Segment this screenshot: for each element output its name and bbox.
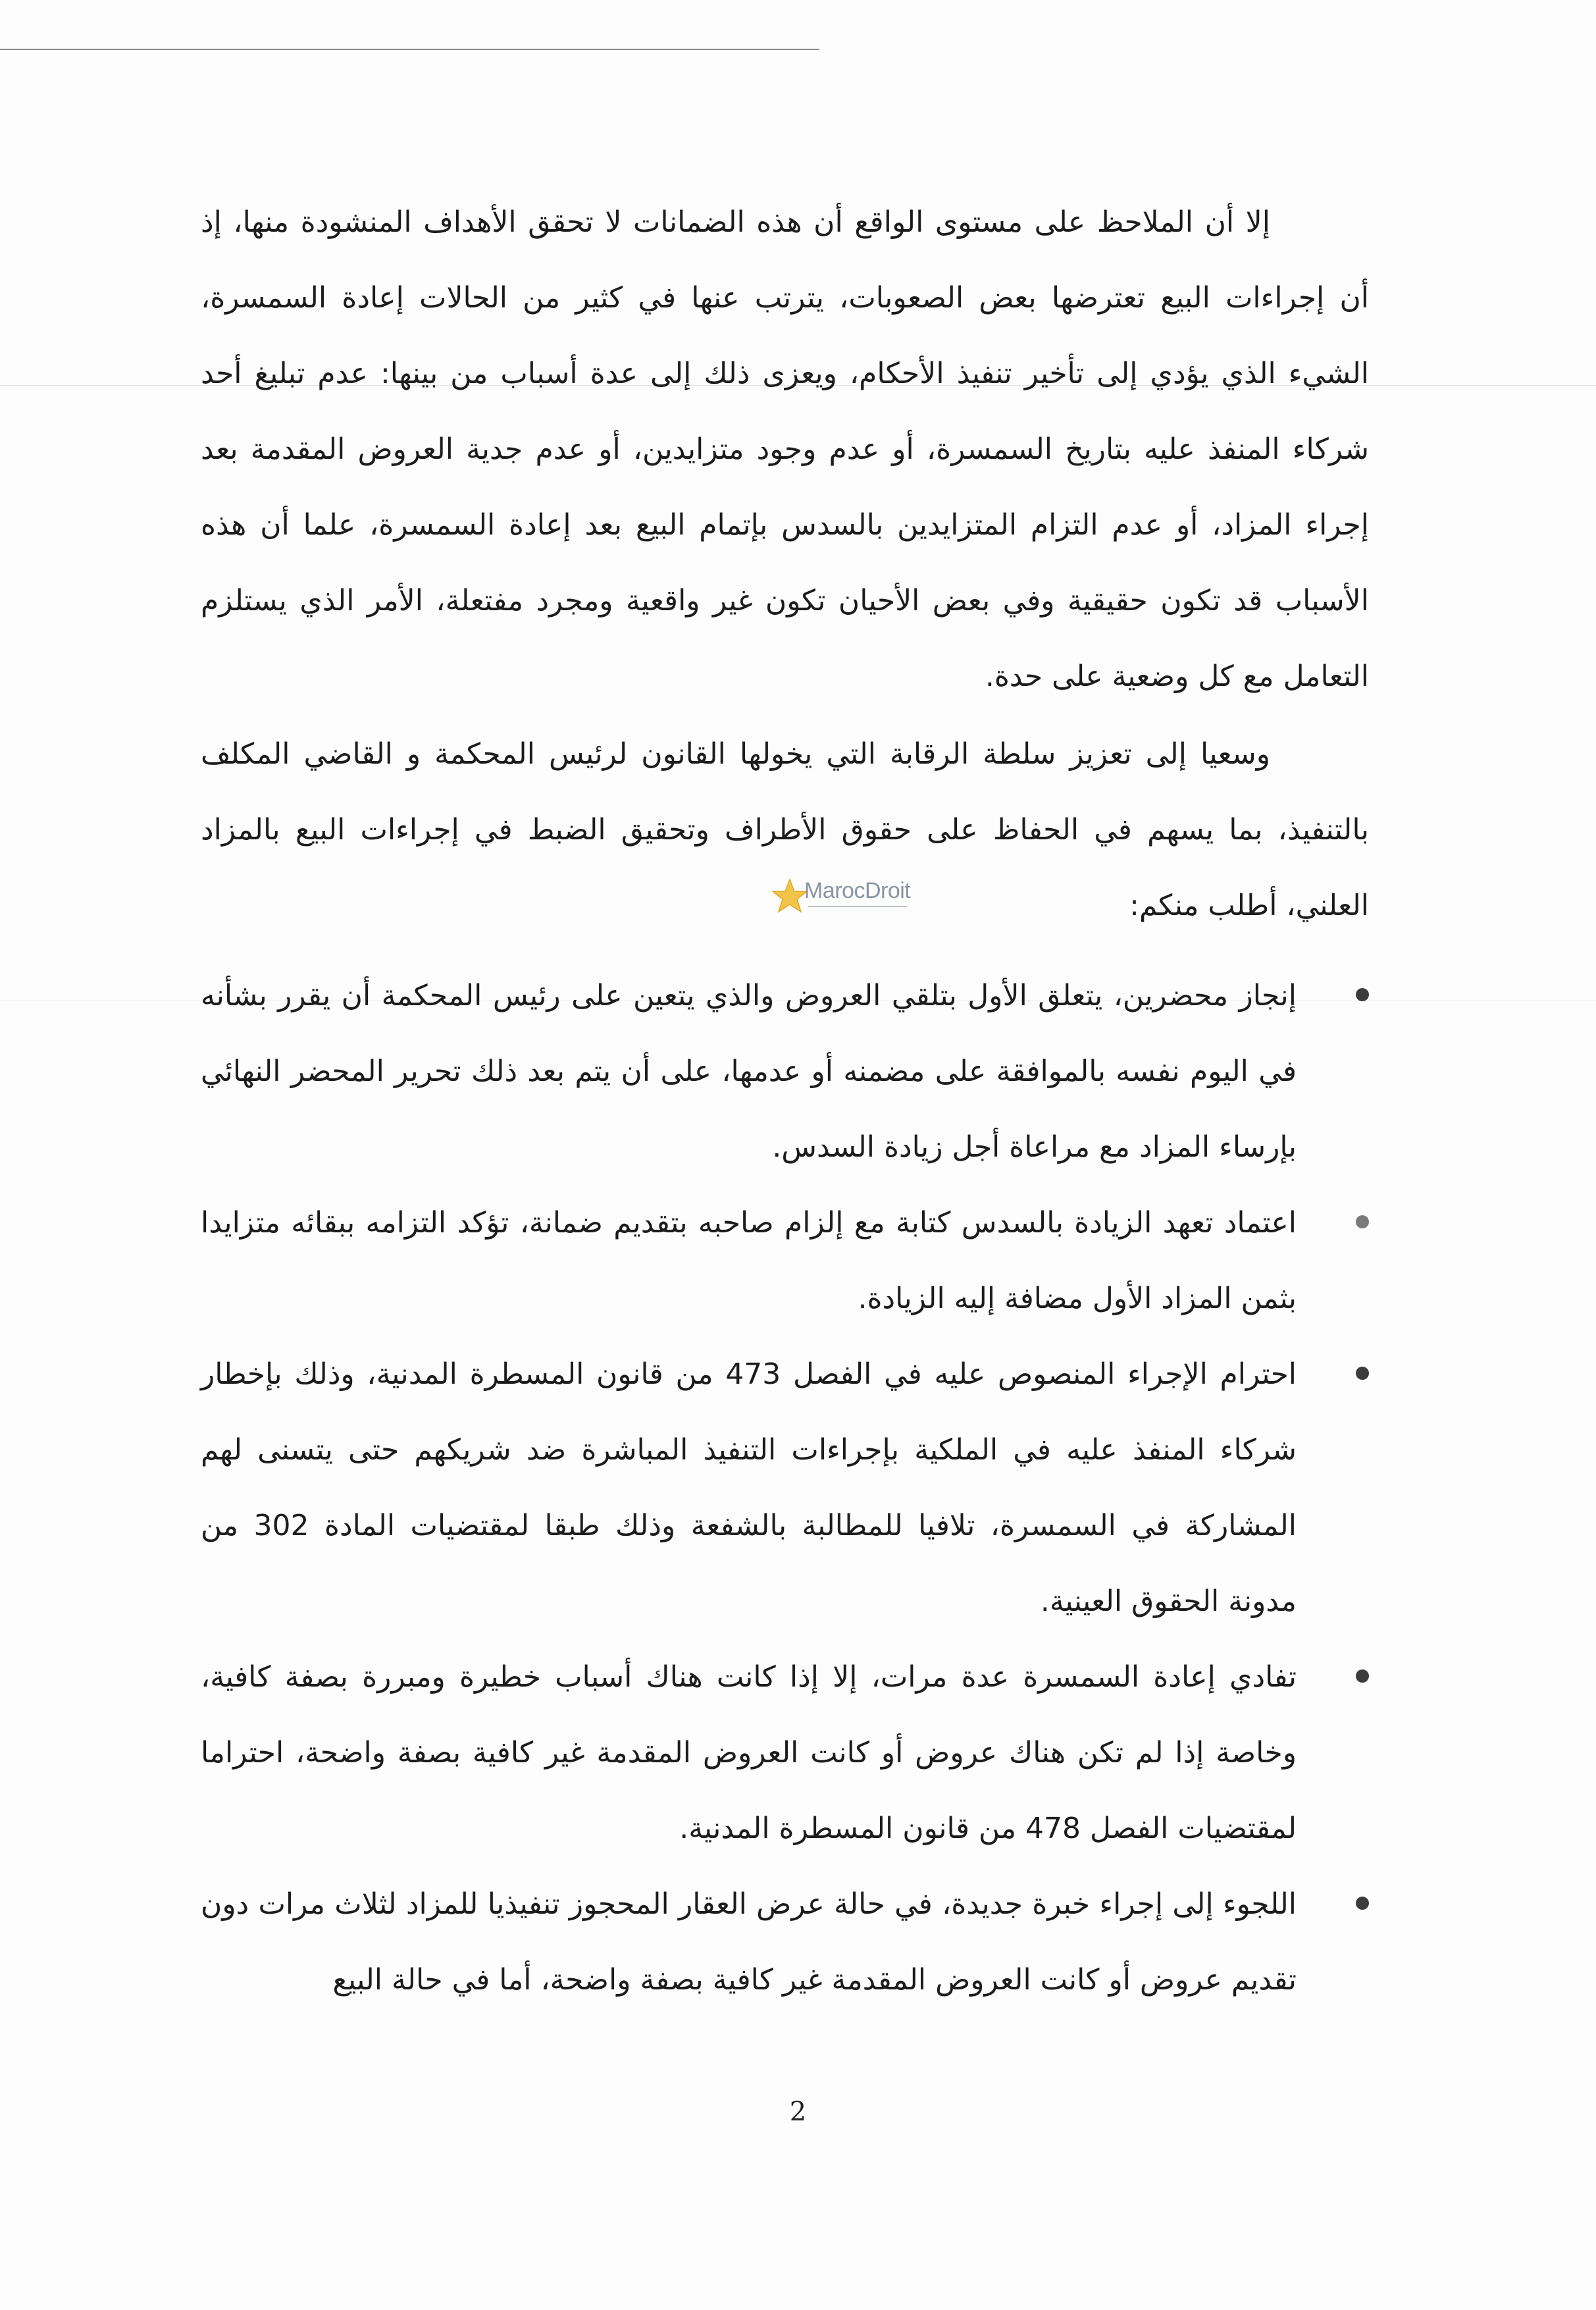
bullet-icon: [1356, 988, 1369, 1001]
bullet-icon: [1356, 1897, 1369, 1910]
list-item-text: إنجاز محضرين، يتعلق الأول بتلقي العروض والذي يتعين على رئيس المحكمة أن يقرر بشأنه في اليوم نفسه بالموافقة على مضمنه أو عدمها، على أن يتم بعد ذلك تحرير المحضر النهائي بإرساء المزاد مع مراعاة أجل زيادة السدس.: [201, 979, 1297, 1164]
list-item: [201, 958, 1297, 1185]
list-item-text: احترام الإجراء المنصوص عليه في الفصل 473 من قانون المسطرة المدنية، وذلك بإخطار شركاء المنفذ عليه في الملكية بإجراءات التنفيذ المباشرة ضد شريكهم حتى يتسنى لهم المشاركة في السمسرة، تلافيا للمطالبة بالشفعة وذلك طبقا لمقتضيات المادة 302 من مدونة الحقوق العينية.: [201, 1357, 1297, 1618]
page-number: 2: [789, 2097, 807, 2127]
star-icon: [770, 877, 810, 916]
bullet-icon: [1356, 1367, 1369, 1380]
list-item-text: اعتماد تعهد الزيادة بالسدس كتابة مع إلزام صاحبه بتقديم ضمانة، تؤكد التزامه ببقائه متزايدا بثمن المزاد الأول مضافة إليه الزيادة.: [201, 1206, 1297, 1315]
bullet-icon: [1356, 1215, 1369, 1228]
list-item-text: اللجوء إلى إجراء خبرة جديدة، في حالة عرض العقار المحجوز تنفيذيا للمزاد لثلاث مرات دون تقديم عروض أو كانت العروض المقدمة غير كافية بصفة واضحة، أما في حالة البيع: [201, 1887, 1297, 1997]
paragraph-1: إلا أن الملاحظ على مستوى الواقع أن هذه الضمانات لا تحقق الأهداف المنشودة منها، إذ أن إجراءات البيع تعترضها بعض الصعوبات، يترتب عنها في كثير من الحالات إعادة السمسرة، الشيء الذي يؤدي إلى تأخير تنفيذ الأحكام، ويعزى ذلك إلى عدة أسباب من بينها: عدم تبليغ أحد شركاء المنفذ عليه بتاريخ السمسرة، أو عدم وجود متزايدين، أو عدم جدية العروض المقدمة بعد إجراء المزاد، أو عدم التزام المتزايدين بالسدس بإتمام البيع بعد إعادة السمسرة، علما أن هذه الأسباب قد تكون حقيقية وفي بعض الأحيان تكون غير واقعية ومجرد مفتعلة، الأمر الذي يستلزم التعامل مع كل وضعية على حدة.: [201, 205, 1369, 693]
header-rule: [0, 49, 819, 50]
requirements-list: [201, 958, 1297, 2018]
list-item: [201, 1185, 1297, 1336]
bullet-icon: [1356, 1669, 1369, 1683]
paragraph-2: وسعيا إلى تعزيز سلطة الرقابة التي يخولها القانون لرئيس المحكمة و القاضي المكلف بالتنفيذ، بما يسهم في الحفاظ على حقوق الأطراف وتحقيق الضبط في إجراءات البيع بالمزاد العلني، أطلب منكم:: [201, 737, 1369, 922]
body-text-block: [201, 184, 1369, 714]
list-item: [201, 1639, 1297, 1866]
watermark-brand: MarocDroit: [804, 878, 911, 903]
list-item: [201, 1336, 1297, 1639]
site-watermark: [770, 874, 928, 920]
list-item: [201, 1866, 1297, 2018]
list-item-text: تفادي إعادة السمسرة عدة مرات، إلا إذا كانت هناك أسباب خطيرة ومبررة بصفة كافية، وخاصة إذا لم تكن هناك عروض أو كانت العروض المقدمة غير كافية بصفة واضحة، احتراما لمقتضيات الفصل 478 من قانون المسطرة المدنية.: [201, 1660, 1297, 1845]
watermark-underline: [808, 906, 907, 910]
